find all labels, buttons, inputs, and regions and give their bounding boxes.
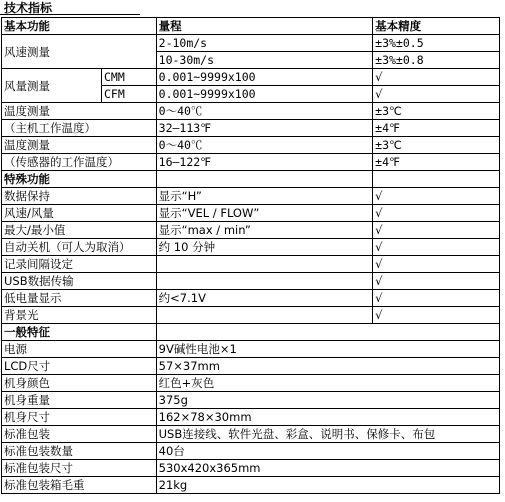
range-cell: 0～40℃	[156, 137, 373, 154]
table-row	[2, 205, 500, 222]
spec-value: 375g	[156, 392, 499, 409]
feature-value	[156, 273, 373, 290]
temp-host-label: 温度测量	[2, 103, 157, 120]
check-mark: √	[373, 86, 500, 103]
spec-value: 40台	[156, 443, 499, 460]
feature-label: 风速/风量	[2, 205, 157, 222]
empty-cell	[156, 171, 373, 188]
spec-label: LCD尺寸	[2, 358, 157, 375]
spec-label: 电源	[2, 341, 157, 358]
temp-sensor-label: 温度测量	[2, 137, 157, 154]
header-accuracy: 基本精度	[373, 18, 500, 35]
range-cell: 0.001~9999x100	[156, 69, 373, 86]
spec-label: 机身颜色	[2, 375, 157, 392]
table-row	[2, 443, 500, 460]
section-row	[2, 324, 500, 341]
check-mark: √	[373, 188, 500, 205]
spec-value: 530x420x365mm	[156, 460, 499, 477]
table-row	[2, 392, 500, 409]
table-header-row	[2, 18, 500, 35]
special-section-label: 特殊功能	[2, 171, 157, 188]
unit-cell: CMM	[102, 69, 157, 86]
range-cell: 0～40℃	[156, 103, 373, 120]
spec-value: 57×37mm	[156, 358, 499, 375]
table-row	[2, 103, 500, 120]
spec-value: 21kg	[156, 477, 499, 494]
feature-value: 约<7.1V	[156, 290, 373, 307]
table-row	[2, 35, 500, 52]
feature-value	[156, 307, 373, 324]
feature-value: 显示“H”	[156, 188, 373, 205]
spec-value: 162×78×30mm	[156, 409, 499, 426]
feature-value: 显示“VEL / FLOW”	[156, 205, 373, 222]
table-row	[2, 222, 500, 239]
section-title: 技术指标	[4, 1, 53, 15]
feature-label: 最大/最小值	[2, 222, 157, 239]
range-cell: 32—113℉	[156, 120, 373, 137]
table-row	[2, 256, 500, 273]
spec-label: 机身尺寸	[2, 409, 157, 426]
spec-label: 标准包装尺寸	[2, 460, 157, 477]
accuracy-cell: ±3℃	[373, 137, 500, 154]
feature-label: 自动关机（可人为取消）	[2, 239, 157, 256]
check-mark: √	[373, 273, 500, 290]
feature-value: 显示“max / min”	[156, 222, 373, 239]
feature-label: 背景光	[2, 307, 157, 324]
empty-cell	[156, 324, 499, 341]
accuracy-cell: ±4℉	[373, 120, 500, 137]
check-mark: √	[373, 290, 500, 307]
table-row	[2, 341, 500, 358]
check-mark: √	[373, 307, 500, 324]
feature-label: USB数据传输	[2, 273, 157, 290]
wind-volume-label: 风量测量	[2, 69, 102, 103]
table-row	[2, 154, 500, 171]
table-row	[2, 358, 500, 375]
table-row	[2, 120, 500, 137]
header-range: 量程	[156, 18, 373, 35]
range-cell: 10-30m/s	[156, 52, 373, 69]
range-cell: 0.001~9999x100	[156, 86, 373, 103]
general-section-label: 一般特征	[2, 324, 157, 341]
feature-value: 约 10 分钟	[156, 239, 373, 256]
table-row	[2, 460, 500, 477]
unit-cell: CFM	[102, 86, 157, 103]
temp-host-sublabel: （主机工作温度）	[2, 120, 157, 137]
spec-value: 9V碱性电池×1	[156, 341, 499, 358]
table-row	[2, 307, 500, 324]
empty-cell	[373, 171, 500, 188]
accuracy-cell: ±4℉	[373, 154, 500, 171]
table-row	[2, 137, 500, 154]
feature-label: 记录间隔设定	[2, 256, 157, 273]
accuracy-cell: ±3%±0.5	[373, 35, 500, 52]
spec-label: 标准包装	[2, 426, 157, 443]
table-row	[2, 426, 500, 443]
check-mark: √	[373, 69, 500, 86]
spec-value: USB连接线、软件光盘、彩盒、说明书、保修卡、布包	[156, 426, 499, 443]
temp-sensor-sublabel: （传感器的工作温度）	[2, 154, 157, 171]
accuracy-cell: ±3%±0.8	[373, 52, 500, 69]
header-function: 基本功能	[2, 18, 157, 35]
table-row	[2, 477, 500, 494]
spec-value: 红色+灰色	[156, 375, 499, 392]
table-row	[2, 409, 500, 426]
table-row	[2, 188, 500, 205]
accuracy-cell: ±3℃	[373, 103, 500, 120]
range-cell: 16—122℉	[156, 154, 373, 171]
spec-label: 标准包装数量	[2, 443, 157, 460]
wind-speed-label: 风速测量	[2, 35, 157, 69]
title-underline	[0, 14, 140, 15]
check-mark: √	[373, 256, 500, 273]
table-row	[2, 273, 500, 290]
feature-label: 低电量显示	[2, 290, 157, 307]
check-mark: √	[373, 222, 500, 239]
check-mark: √	[373, 205, 500, 222]
table-row	[2, 69, 500, 86]
table-row	[2, 375, 500, 392]
check-mark: √	[373, 239, 500, 256]
table-row	[2, 239, 500, 256]
feature-value	[156, 256, 373, 273]
spec-label: 机身重量	[2, 392, 157, 409]
section-row	[2, 171, 500, 188]
range-cell: 2-10m/s	[156, 35, 373, 52]
feature-label: 数据保持	[2, 188, 157, 205]
table-row	[2, 290, 500, 307]
spec-label: 标准包装箱毛重	[2, 477, 157, 494]
spec-table	[1, 17, 500, 494]
